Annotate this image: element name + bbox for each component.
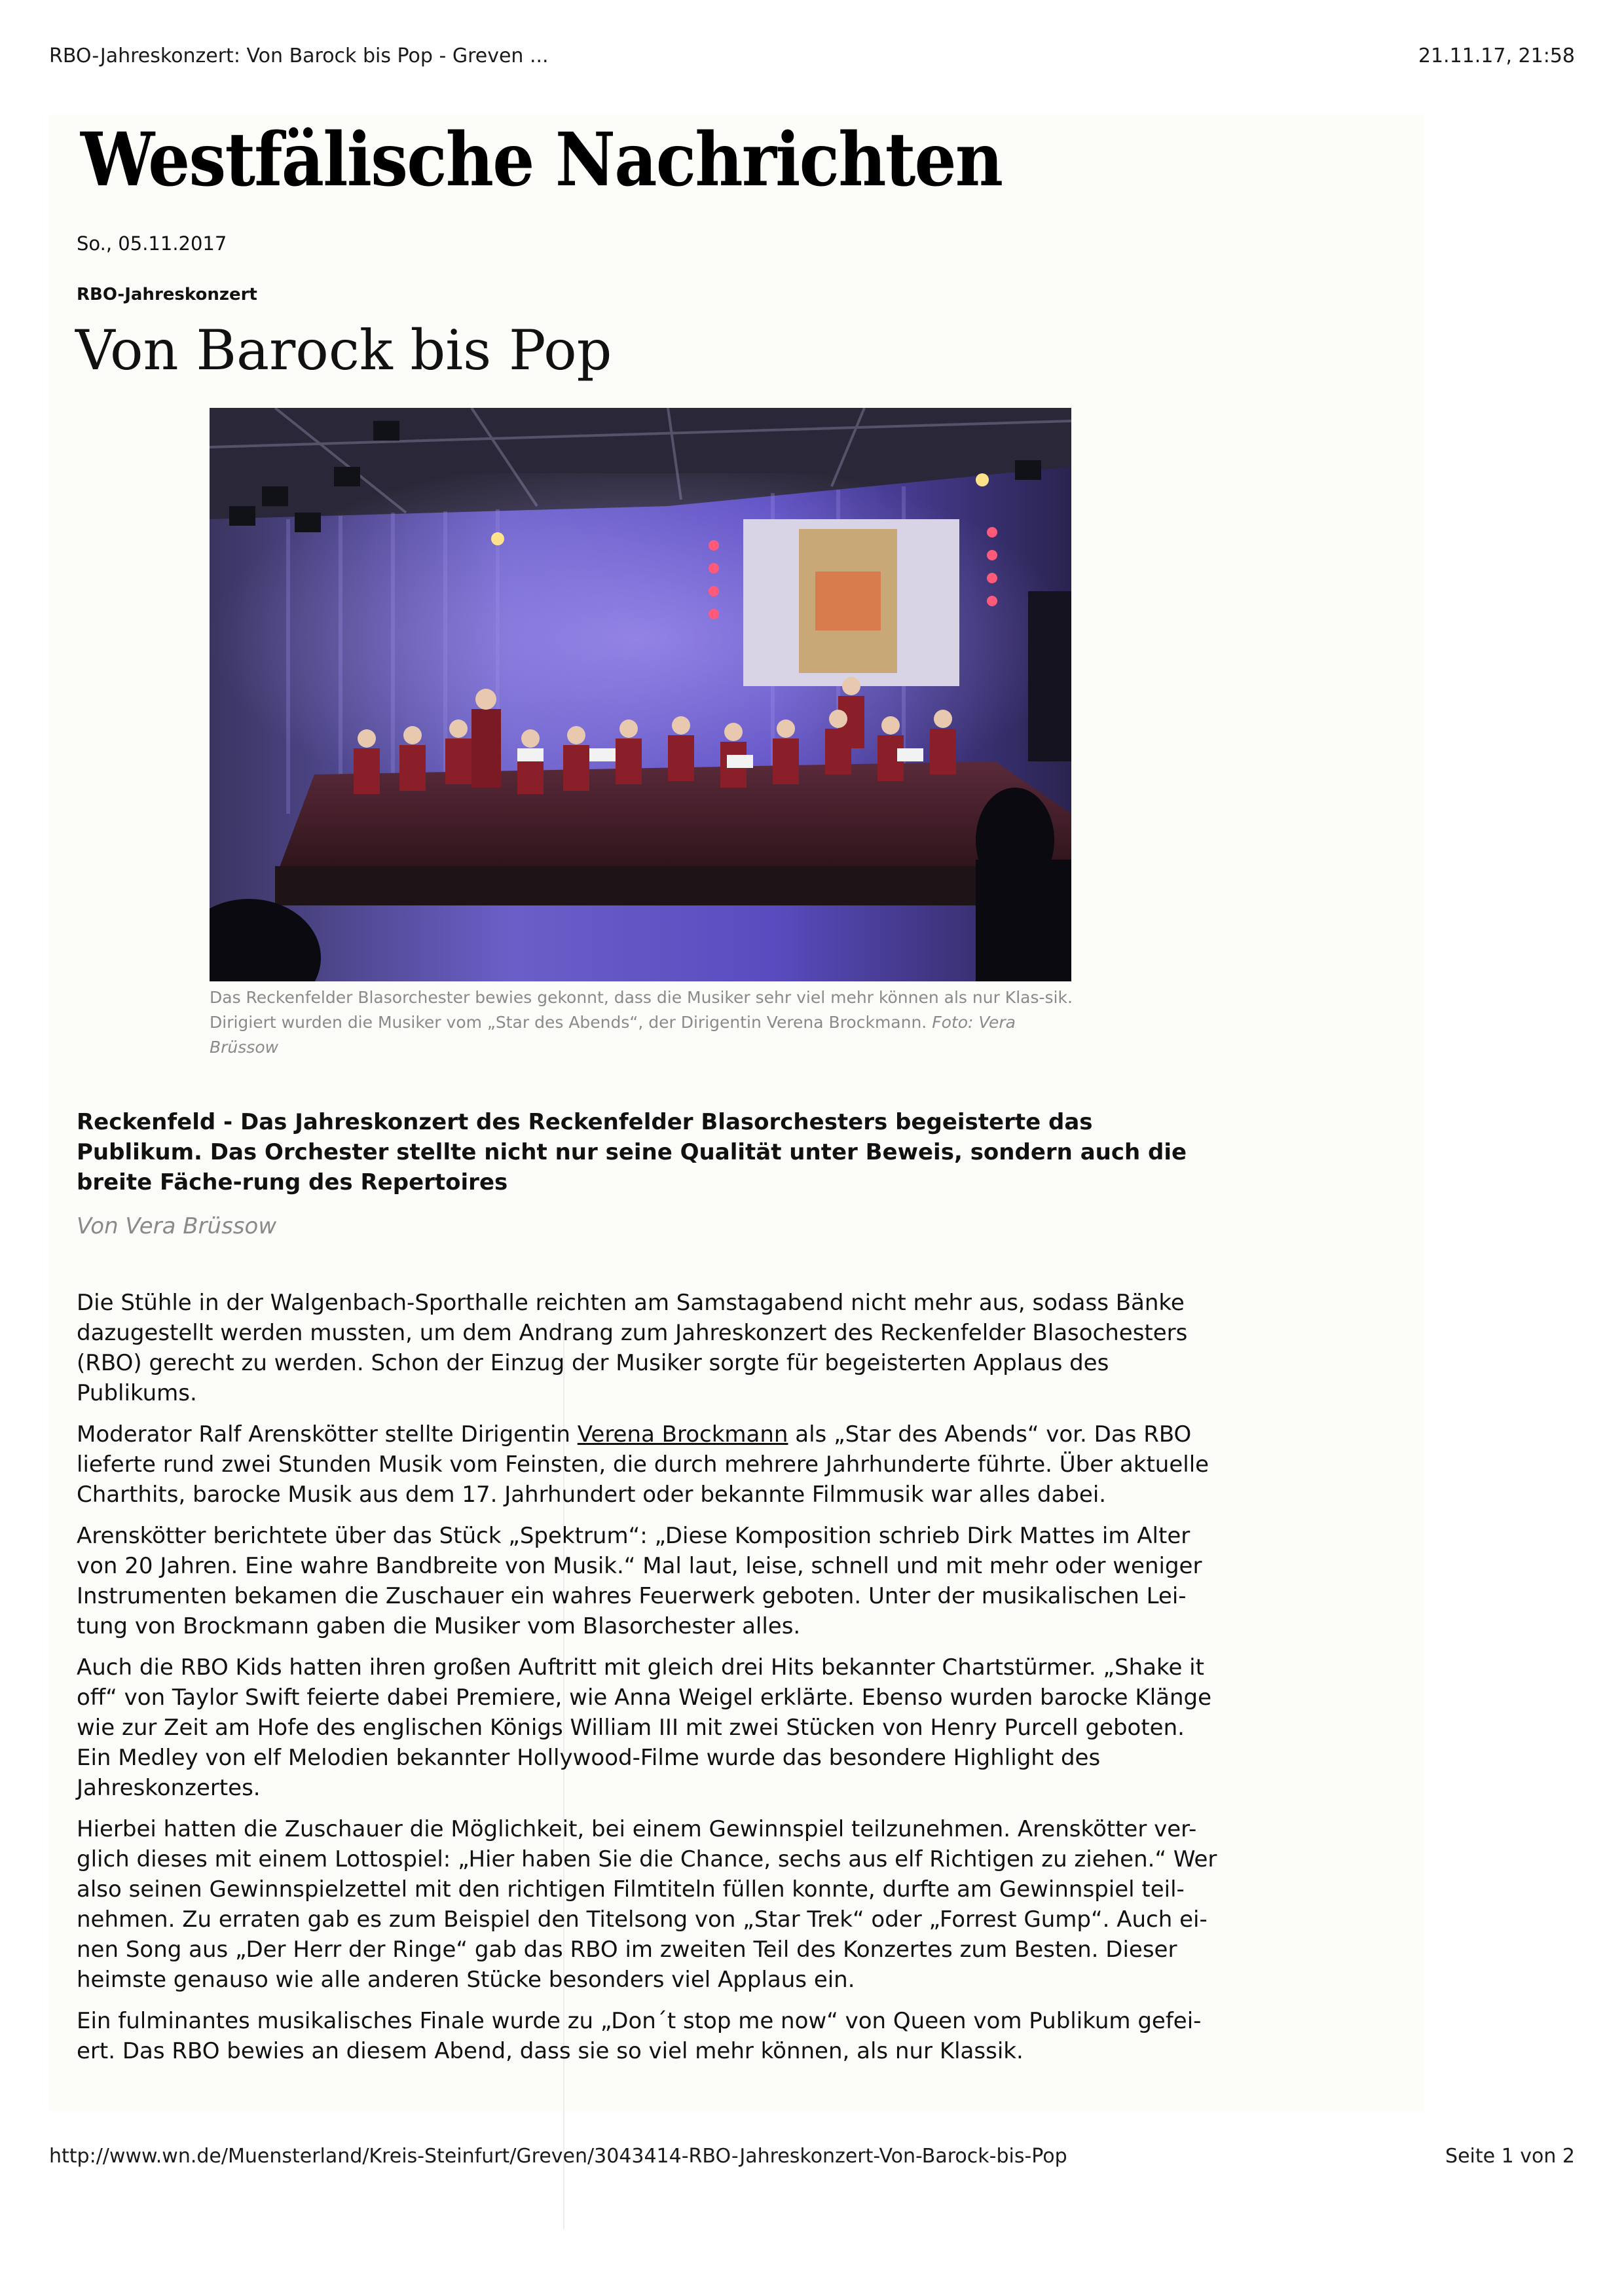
article-headline: Von Barock bis Pop — [75, 318, 612, 382]
print-datetime: 21.11.17, 21:58 — [1418, 45, 1575, 67]
concert-photo[interactable] — [210, 408, 1071, 981]
article-date: So., 05.11.2017 — [77, 232, 227, 255]
print-footer — [49, 2145, 1575, 2171]
article-page — [49, 115, 1424, 2111]
newspaper-logo[interactable]: Westfälische Nachrichten — [81, 117, 1003, 203]
article-author: Von Vera Brüssow — [77, 1213, 277, 1239]
author-link-verena-brockmann[interactable]: Verena Brockmann — [577, 1421, 788, 1448]
paragraph-text: als „Star des Abends“ vor. Das RBO lieferte rund zwei Stunden Musik vom Feinsten, die durch mehrere Jahrhunderte führte. Über aktuelle Charthits, barocke Musik aus dem 17. Jahrhundert oder bekannte Filmmusik war alles dabei. — [77, 1421, 1209, 1508]
paragraph — [77, 1419, 1219, 1510]
article-lead: Reckenfeld - Das Jahreskonzert des Reckenfelder Blasorchesters begeisterte das Publikum. Das Orchester stellte nicht nur seine Qualität unter Beweis, sondern auch die breite Fäche-rung des Repertoires — [77, 1109, 1187, 1195]
concert-photo-icon — [210, 408, 1071, 981]
article-body — [77, 1288, 1219, 2077]
article-kicker: RBO-Jahreskonzert — [77, 285, 257, 304]
paragraph: Arenskötter berichtete über das Stück „Spektrum“: „Diese Komposition schrieb Dirk Mattes im Alter von 20 Jahren. Eine wahre Bandbreite von Musik.“ Mal laut, leise, schnell und mit mehr oder weniger Instrumenten bekamen die Zuschauer ein wahres Feuerwerk geboten. Unter der musikalischen Lei-tung von Brockmann gaben die Musiker vom Blasorchester alles. — [77, 1523, 1202, 1639]
print-header — [49, 45, 1575, 71]
page-number: Seite 1 von 2 — [1445, 2145, 1575, 2168]
paragraph: Ein fulminantes musikalisches Finale wurde zu „Don´t stop me now“ von Queen vom Publikum gefei-ert. Das RBO bewies an diesem Abend, dass sie so viel mehr können, als nur Klassik. — [77, 2008, 1202, 2064]
paragraph: Hierbei hatten die Zuschauer die Möglichkeit, bei einem Gewinnspiel teilzunehmen. Arenskötter ver-glich dieses mit einem Lottospiel: „Hier haben Sie die Chance, sechs aus elf Richtigen zu ziehen.“ Wer also seinen Gewinnspielzettel mit den richtigen Filmtiteln füllen konnte, durfte am Gewinnspiel teil-nehmen. Zu erraten gab es zum Beispiel den Titelsong von „Star Trek“ oder „Forrest Gump“. Auch ei-nen Song aus „Der Herr der Ringe“ gab das RBO im zweiten Teil des Konzertes zum Besten. Dieser heimste genauso wie alle anderen Stücke besonders viel Applaus ein. — [77, 1816, 1217, 1993]
paragraph: Die Stühle in der Walgenbach-Sporthalle reichten am Samstagabend nicht mehr aus, sodass Bänke dazugestellt werden mussten, um dem Andrang zum Jahreskonzert des Reckenfelder Blasochesters (RBO) gerecht zu werden. Schon der Einzug der Musiker sorgte für begeisterten Applaus des Publikums. — [77, 1290, 1188, 1406]
print-page-title: RBO-Jahreskonzert: Von Barock bis Pop - Greven ... — [49, 45, 549, 67]
photo-credit: Foto: Vera Brüssow — [210, 1013, 1016, 1057]
paragraph-text: Moderator Ralf Arenskötter stellte Dirigentin — [77, 1421, 578, 1448]
paragraph: Auch die RBO Kids hatten ihren großen Auftritt mit gleich drei Hits bekannter Chartstürmer. „Shake it off“ von Taylor Swift feierte dabei Premiere, wie Anna Weigel erklärte. Ebenso wurden barocke Klänge wie zur Zeit am Hofe des englischen Königs William III mit zwei Stücken von Henry Purcell geboten. Ein Medley von elf Melodien bekannter Hollywood-Filme wurde das besondere Highlight des Jahreskonzertes. — [77, 1654, 1212, 1801]
photo-caption — [210, 985, 1080, 1060]
print-url[interactable]: http://www.wn.de/Muensterland/Kreis-Steinfurt/Greven/3043414-RBO-Jahreskonzert-Von-Barock-bis-Pop — [49, 2145, 1067, 2168]
caption-text: Das Reckenfelder Blasorchester bewies gekonnt, dass die Musiker sehr viel mehr können als nur Klas-sik. Dirigiert wurden die Musiker vom „Star des Abends“, der Dirigentin Verena Brockmann. — [210, 988, 1073, 1032]
